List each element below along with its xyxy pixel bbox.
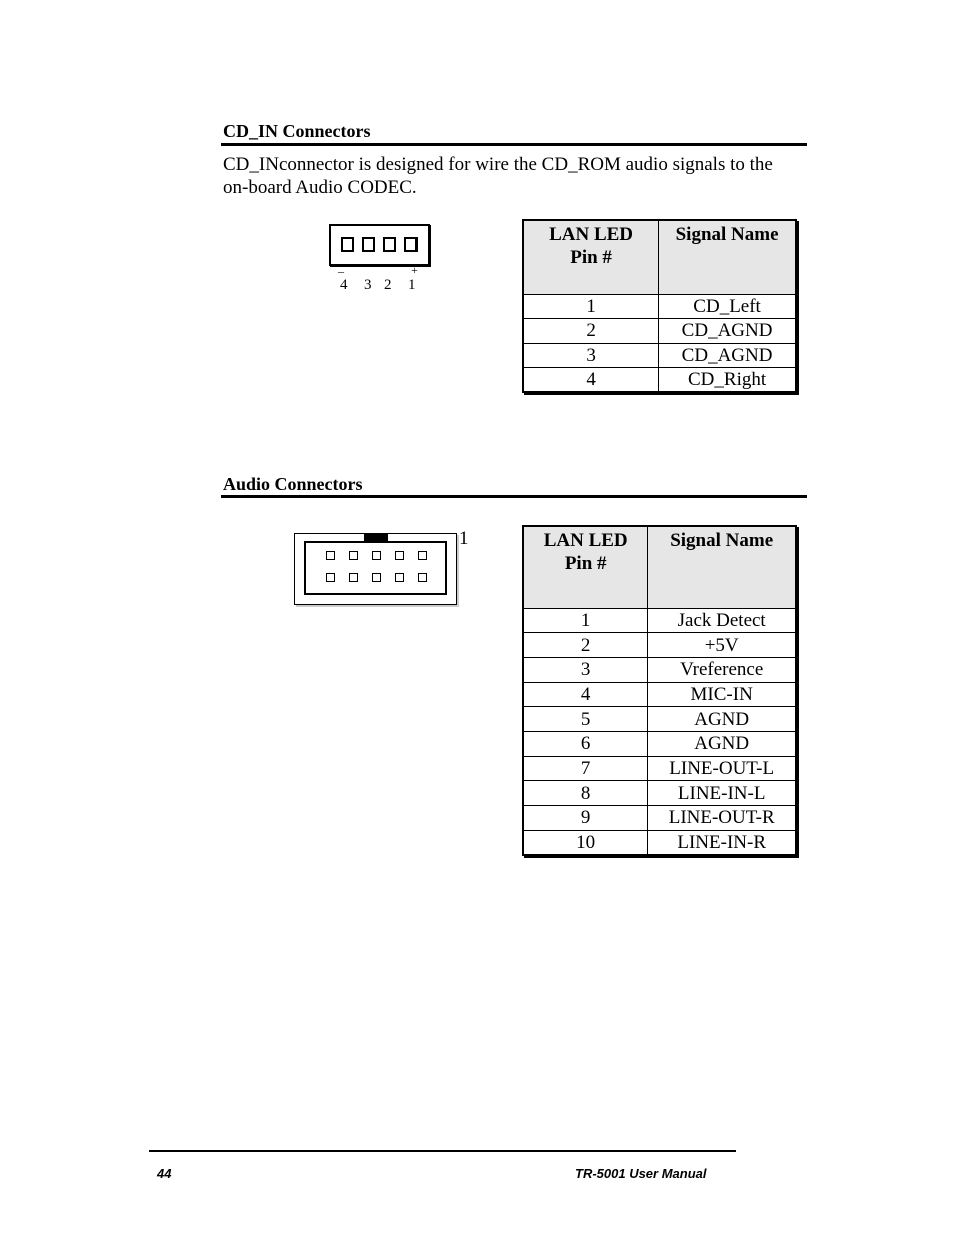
audio-pin-square: [395, 551, 404, 560]
signal-column-header: Signal Name: [659, 220, 796, 294]
cd-in-description-line1: CD_INconnector is designed for wire the CD_ROM audio signals to the: [223, 154, 773, 175]
signal-cell: AGND: [648, 707, 796, 732]
table-row: [523, 756, 796, 781]
cd-minus-marker: –: [338, 264, 344, 278]
table-row: [523, 657, 796, 682]
table-header-row: [523, 220, 796, 294]
signal-cell: Jack Detect: [648, 608, 796, 633]
signal-cell: CD_Left: [659, 294, 796, 319]
audio-pin-square: [326, 573, 335, 582]
cd-in-description-line2: on-board Audio CODEC.: [223, 177, 417, 198]
signal-cell: Vreference: [648, 657, 796, 682]
pin-cell: 1: [523, 608, 648, 633]
audio-pin-square: [326, 551, 335, 560]
pin-column-header: [523, 526, 648, 608]
audio-heading-rule: [221, 495, 807, 498]
cd-pin-square: [362, 237, 375, 252]
audio-pin-square: [349, 573, 358, 582]
audio-pin-square: [395, 573, 404, 582]
table-row: [523, 682, 796, 707]
pin-column-header: [523, 220, 659, 294]
pin-cell: 2: [523, 633, 648, 658]
audio-pin1-marker: 1: [459, 528, 469, 549]
pin-cell: 2: [523, 319, 659, 344]
cd-in-pin-table: [522, 219, 797, 393]
signal-cell: CD_Right: [659, 368, 796, 393]
audio-pin-square: [372, 551, 381, 560]
signal-cell: CD_AGND: [659, 343, 796, 368]
audio-pin-table: [522, 525, 797, 856]
pin-cell: 6: [523, 731, 648, 756]
audio-connector-body: [304, 541, 447, 595]
audio-connector-key: [364, 534, 388, 542]
pin-cell: 3: [523, 657, 648, 682]
signal-cell: MIC-IN: [648, 682, 796, 707]
audio-heading: Audio Connectors: [223, 474, 363, 494]
signal-cell: LINE-OUT-R: [648, 806, 796, 831]
audio-pin-square: [349, 551, 358, 560]
cd-pin-label: 3: [364, 277, 372, 293]
table-row: [523, 830, 796, 855]
signal-column-header: Signal Name: [648, 526, 796, 608]
table-row: [523, 731, 796, 756]
table-header-row: [523, 526, 796, 608]
cd-pin-square: [341, 237, 354, 252]
cd-in-heading-rule: [221, 143, 807, 146]
pin-header-line1: LAN LED: [543, 530, 628, 551]
pin-cell: 8: [523, 781, 648, 806]
table-row: [523, 707, 796, 732]
cd-pin-square: [383, 237, 396, 252]
table-row: [523, 633, 796, 658]
pin-cell: 3: [523, 343, 659, 368]
page-number: 44: [157, 1166, 172, 1181]
footer-rule: [149, 1150, 736, 1152]
pin-cell: 4: [523, 682, 648, 707]
pin-header-line1: LAN LED: [549, 224, 634, 245]
pin-cell: 7: [523, 756, 648, 781]
table-row: [523, 368, 796, 393]
pin-header-line2: Pin #: [564, 553, 607, 574]
pin-cell: 4: [523, 368, 659, 393]
audio-pin-square: [418, 551, 427, 560]
cd-pin-label: 2: [384, 277, 392, 293]
table-row: [523, 343, 796, 368]
cd-pin-label: 1: [408, 277, 416, 293]
table-row: [523, 608, 796, 633]
signal-cell: LINE-OUT-L: [648, 756, 796, 781]
pin-cell: 5: [523, 707, 648, 732]
signal-cell: LINE-IN-L: [648, 781, 796, 806]
pin-cell: 1: [523, 294, 659, 319]
pin-cell: 9: [523, 806, 648, 831]
audio-pin-square: [372, 573, 381, 582]
pin-cell: 10: [523, 830, 648, 855]
table-row: [523, 319, 796, 344]
cd-pin-label: 4: [340, 277, 348, 293]
signal-cell: CD_AGND: [659, 319, 796, 344]
cd-pin-square: [404, 237, 418, 252]
manual-title: TR-5001 User Manual: [575, 1166, 707, 1181]
pin-header-line2: Pin #: [570, 247, 612, 268]
table-row: [523, 806, 796, 831]
cd-in-connector-diagram: [329, 224, 430, 266]
table-row: [523, 294, 796, 319]
signal-cell: LINE-IN-R: [648, 830, 796, 855]
audio-pin-square: [418, 573, 427, 582]
cd-in-heading: CD_IN Connectors: [223, 121, 371, 141]
signal-cell: AGND: [648, 731, 796, 756]
table-row: [523, 781, 796, 806]
cd-plus-marker: +: [411, 263, 418, 277]
signal-cell: +5V: [648, 633, 796, 658]
